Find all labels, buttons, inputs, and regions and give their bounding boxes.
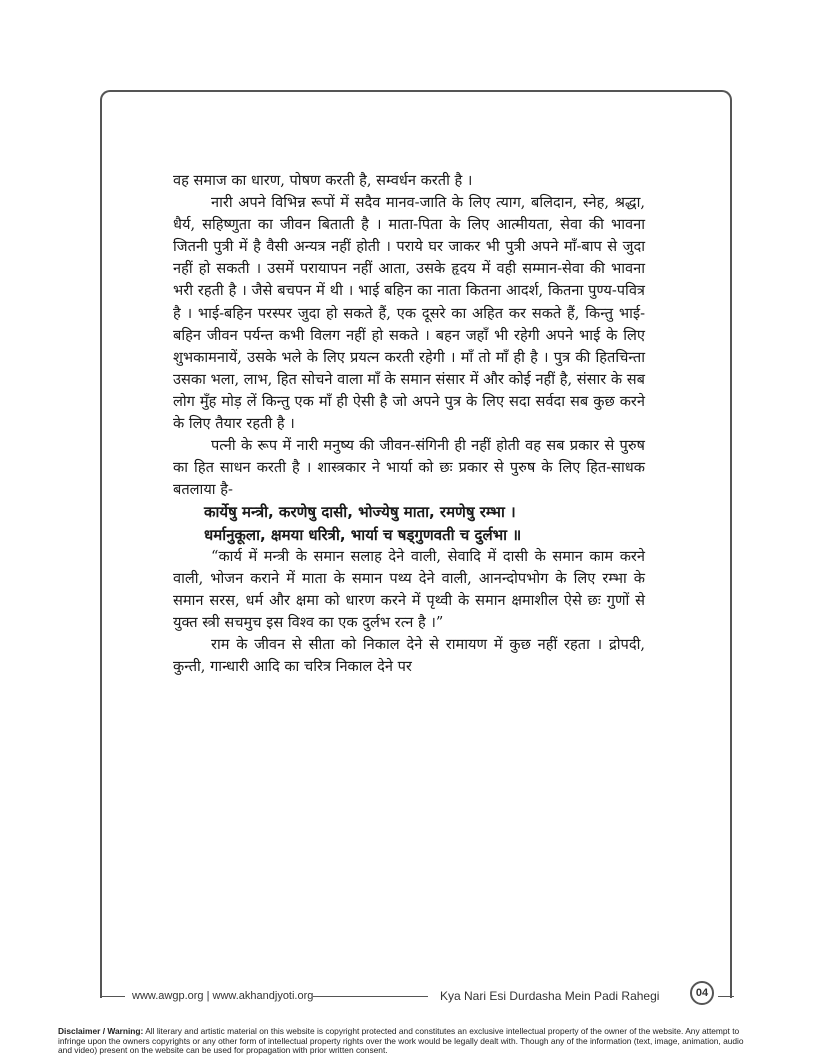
sanskrit-verse-line: कार्येषु मन्त्री, करणेषु दासी, भोज्येषु माता, रमणेषु रम्भा । bbox=[204, 503, 516, 522]
footer-rule bbox=[313, 996, 428, 997]
page-number-badge: 04 bbox=[690, 981, 714, 1005]
page-body bbox=[173, 170, 645, 678]
verse-translation: “कार्य में मन्त्री के समान सलाह देने वाली, सेवादि में दासी के समान काम करने वाली, भोजन कराने में माता के समान पथ्य देने वाली, आनन्दोपभोग के लिए रम्भा के समान सरस, धर्म और क्षमा को धारण करने में पृथ्वी के समान क्षमाशील ऐसे छः गुणों से युक्त स्त्री सचमुच इस विश्व का एक दुर्लभ रत्न है ।” bbox=[173, 547, 645, 631]
disclaimer bbox=[58, 1027, 758, 1056]
footer-rule bbox=[718, 996, 734, 997]
paragraph: वह समाज का धारण, पोषण करती है, सम्वर्धन करती है । bbox=[173, 172, 473, 189]
disclaimer-label: Disclaimer / Warning: bbox=[58, 1027, 144, 1036]
sanskrit-verse-line: धर्मानुकूला, क्षमया धरित्री, भार्या च षड्गुणवती च दुर्लभा ॥ bbox=[204, 525, 522, 544]
paragraph: पत्नी के रूप में नारी मनुष्य की जीवन-संगिनी ही नहीं होती वह सब प्रकार से पुरुष का हित साधन करती है । शास्त्रकार ने भार्या को छः प्रकार से पुरुष के लिए हित-साधक बतलाया है- bbox=[173, 437, 645, 499]
footer-rule bbox=[100, 996, 125, 997]
footer-website-link[interactable]: www.awgp.org | www.akhandjyoti.org bbox=[132, 990, 314, 1002]
page-footer bbox=[100, 984, 734, 1008]
paragraph: नारी अपने विभिन्न रूपों में सदैव मानव-जाति के लिए त्याग, बलिदान, स्नेह, श्रद्धा, धैर्य, सहिष्णुता का जीवन बिताती है । माता-पिता के लिए आत्मीयता, सेवा की भावना जितनी पुत्री में है वैसी अन्यत्र नहीं होती । पराये घर जाकर भी पुत्री अपने माँ-बाप से जुदा नहीं हो सकती । उसमें परायापन नहीं आता, उसके हृदय में वही सम्मान-सेवा की भावना भरी रहती है । जैसे बचपन में थी । भाई बहिन का नाता कितना आदर्श, कितना पुण्य-पवित्र है । भाई-बहिन परस्पर जुदा हो सकते हैं, एक दूसरे का अहित कर सकते हैं, किन्तु भाई-बहिन जीवन पर्यन्त कभी विलग नहीं हो सकते । बहन जहाँ भी रहेगी अपने भाई के लिए शुभकामनायें, उसके भले के लिए प्रयत्न करती रहेगी । माँ तो माँ ही है । पुत्र की हितचिन्ता उसका भला, लाभ, हित सोचने वाला माँ के समान संसार में और कोई नहीं है, संसार के सब लोग मुँह मोड़ लें किन्तु एक माँ ही ऐसी है जो अपने पुत्र के लिए सदा सर्वदा सब कुछ करने के लिए तैयार रहती है । bbox=[173, 194, 646, 433]
paragraph: राम के जीवन से सीता को निकाल देने से रामायण में कुछ नहीं रहता । द्रोपदी, कुन्ती, गान्धारी आदि का चरित्र निकाल देने पर bbox=[173, 635, 645, 676]
disclaimer-text: All literary and artistic material on this website is copyright protected and constitutes an exclusive intellectual property of the owner of the website. Any attempt to infringe upon the owners copyrights or any other form of intellectual property rights over the work would be legally dealt with. Though any of the information (text, image, animation, audio and video) present on the website can be used for propagation with prior written consent. bbox=[58, 1027, 744, 1056]
footer-book-title: Kya Nari Esi Durdasha Mein Padi Rahegi bbox=[440, 989, 660, 1003]
